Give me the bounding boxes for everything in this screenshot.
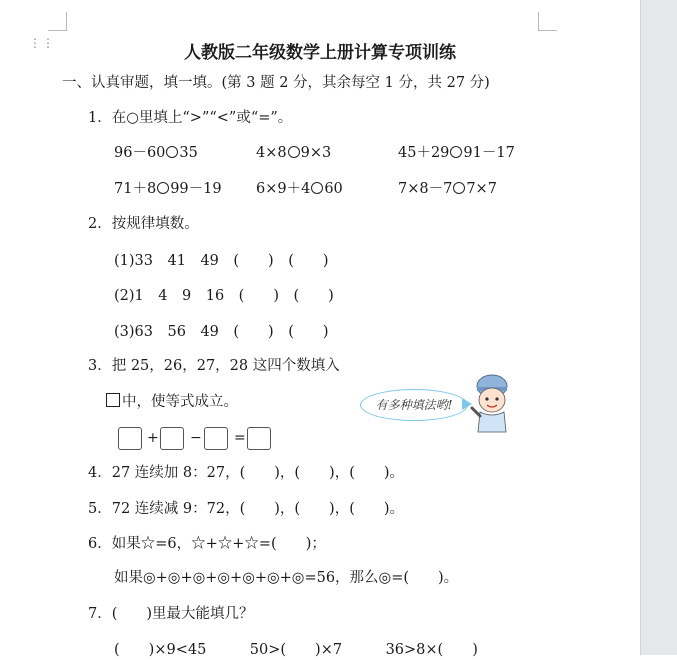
crop-mark-top-right	[538, 12, 557, 31]
q5-text: 5．72 连续减 9：72，( )，( )，( )。	[88, 501, 405, 517]
q2-prompt: 2．按规律填数。	[88, 216, 199, 232]
compare-circle[interactable]	[450, 146, 462, 158]
q7-prompt: 7．( )里最大能填几？	[88, 606, 254, 622]
compare-circle[interactable]	[311, 182, 323, 194]
page-title: 人教版二年级数学上册计算专项训练	[184, 43, 456, 63]
section-heading: 一、认真审题，填一填。(第 3 题 2 分，其余每空 1 分，共 27 分)	[62, 75, 490, 91]
q1-item: 4×8 9×3	[256, 145, 332, 161]
scroll-gutter[interactable]	[640, 0, 677, 655]
compare-circle[interactable]	[453, 182, 465, 194]
q6-line1: 6．如果☆=6，☆+☆+☆=( )；	[88, 536, 326, 552]
q1-item: 71＋8 99－19	[114, 181, 222, 197]
compare-circle[interactable]	[166, 146, 178, 158]
answer-box-2[interactable]	[160, 427, 184, 450]
answer-box-1[interactable]	[118, 427, 142, 450]
minus-sign: −	[190, 430, 202, 446]
q1-item: 96－60 35	[114, 145, 198, 161]
boy-illustration-icon	[468, 372, 516, 434]
answer-box-3[interactable]	[204, 427, 228, 450]
q1-item: 6×9＋4 60	[256, 181, 343, 197]
q1-item: 7×8－7 7×7	[398, 181, 497, 197]
q7-items: ( )×9<45 50>( )×7 36>8×( )	[114, 642, 478, 658]
q3-line2: 中，使等式成立。	[106, 392, 238, 412]
q2-sequence-3: (3)63 56 49 ( ) ( )	[114, 324, 329, 340]
plus-sign: +	[147, 430, 159, 446]
q1-item: 45＋29 91－17	[398, 145, 515, 161]
q6-line2: 如果◎+◎+◎+◎+◎+◎+◎=56，那么◎=( )。	[114, 570, 459, 586]
crop-mark-top-left	[48, 12, 67, 31]
q4-text: 4．27 连续加 8：27，( )，( )，( )。	[88, 465, 405, 481]
q2-sequence-2: (2)1 4 9 16 ( ) ( )	[114, 288, 334, 304]
drag-handle-icon[interactable]: ⋮⋮	[29, 36, 55, 50]
compare-circle[interactable]	[288, 146, 300, 158]
q3-prompt: 3．把 25，26，27，28 这四个数填入	[88, 358, 340, 374]
hint-bubble: 有多种填法哟!	[360, 389, 468, 421]
q2-sequence-1: (1)33 41 49 ( ) ( )	[114, 253, 329, 269]
q1-prompt: 1．在○里填上“>”“<”或“=”。	[88, 110, 293, 126]
answer-box-4[interactable]	[247, 427, 271, 450]
compare-circle[interactable]	[157, 182, 169, 194]
square-icon	[106, 393, 120, 407]
equals-sign: =	[234, 430, 246, 446]
